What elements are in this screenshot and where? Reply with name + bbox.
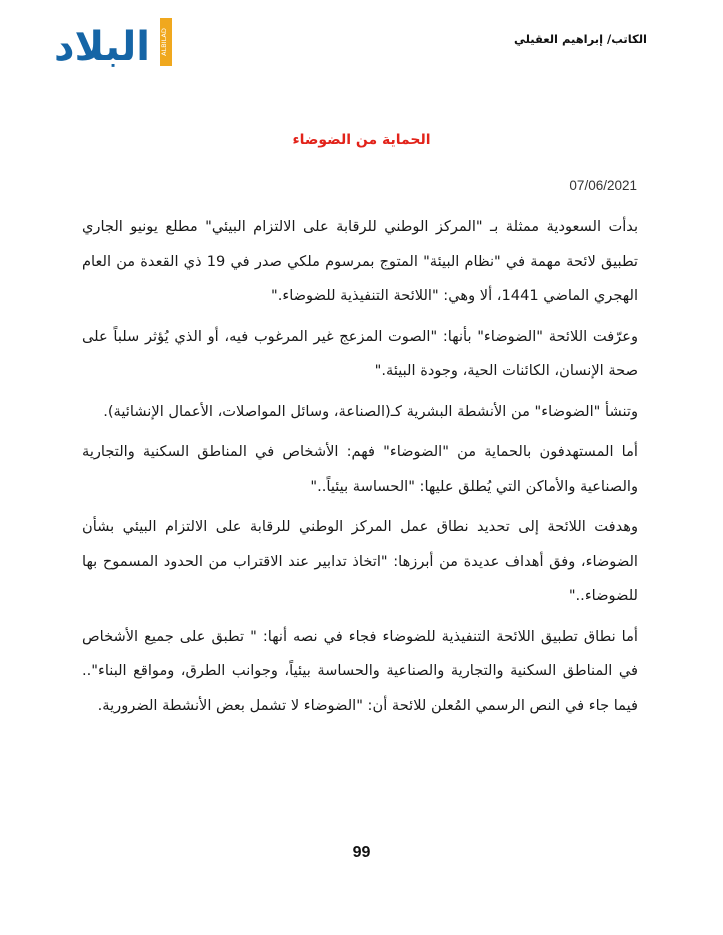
paragraph: أما المستهدفون بالحماية من "الضوضاء" فهم: الأشخاص في المناطق السكنية والتجارية والصناعية والأماكن التي يُطلق عليها: "الحساسة بيئياً.." xyxy=(82,443,638,495)
logo-vertical-text: ALBILAD xyxy=(160,28,168,56)
article-date: 07/06/2021 xyxy=(569,178,637,193)
paragraph: بدأت السعودية ممثلة بـ "المركز الوطني للرقابة على الالتزام البيئي" مطلع يونيو الجاري تطبيق لائحة مهمة في "نظام البيئة" المتوج بمرسوم ملكي صدر في 19 ذي القعدة من العام الهجري الماضي 1441، ألا وهي: "اللائحة التنفيذية للضوضاء." xyxy=(82,218,638,304)
article-body xyxy=(82,210,638,729)
paragraph: وعرّفت اللائحة "الضوضاء" بأنها: "الصوت المزعج غير المرغوب فيه، أو الذي يُؤثر سلباً على صحة الإنسان، الكائنات الحية، وجودة البيئة." xyxy=(82,327,638,379)
paragraph: أما نطاق تطبيق اللائحة التنفيذية للضوضاء فجاء في نصه أنها: " تطبق على جميع الأشخاص في المناطق السكنية والتجارية والصناعية والحساسة بيئياً، وجوانب الطرق، ومواقع البناء".. فيما جاء في النص الرسمي المُعلن للائحة أن: "الضوضاء لا تشمل بعض الأنشطة الضرورية. xyxy=(82,627,638,714)
paragraph: وتنشأ "الضوضاء" من الأنشطة البشرية كـ(الصناعة، وسائل المواصلات، الأعمال الإنشائية). xyxy=(103,402,638,420)
albilad-logo xyxy=(44,14,174,70)
logo-wordmark: البلاد xyxy=(54,24,150,70)
author-name: الكاتب/ إبراهيم العقيلي xyxy=(513,32,647,46)
article-title: الحماية من الضوضاء xyxy=(292,132,431,148)
paragraph: وهدفت اللائحة إلى تحديد نطاق عمل المركز الوطني للرقابة على الالتزام البيئي بشأن الضوضاء، وفق أهداف عديدة من أبرزها: "اتخاذ تدابير عند الاقتراب من الحدود المسموح بها للضوضاء.." xyxy=(82,518,638,604)
page-number: 99 xyxy=(352,844,371,861)
